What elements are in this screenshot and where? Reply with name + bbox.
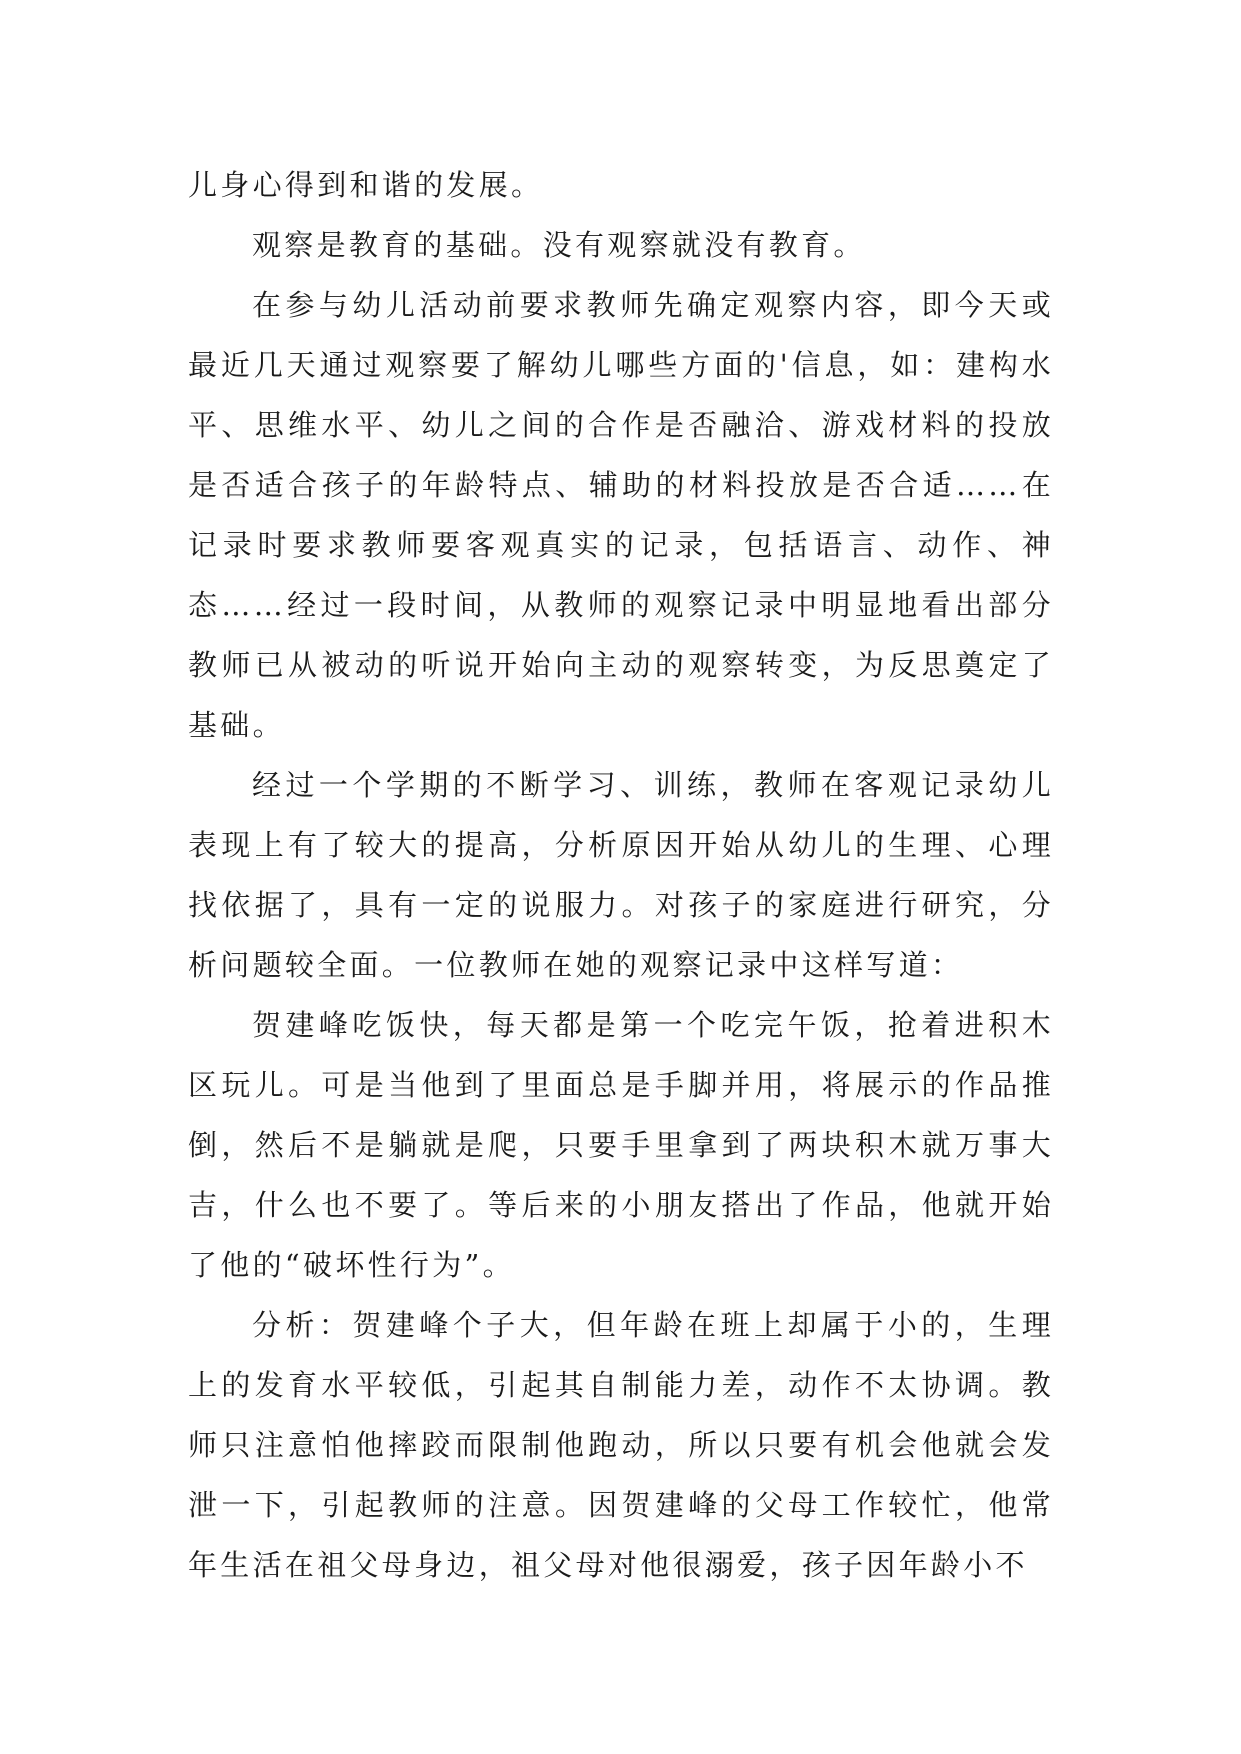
- paragraph-case-record: 贺建峰吃饭快，每天都是第一个吃完午饭，抢着进积木区玩儿。可是当他到了里面总是手脚并用，将展示的作品推倒，然后不是躺就是爬，只要手里拿到了两块积木就万事大吉，什么也不要了。等后来的小朋友搭出了作品，他就开始了他的“破坏性行为”。: [188, 1008, 1054, 1282]
- paragraph-case-analysis: 分析：贺建峰个子大，但年龄在班上却属于小的，生理上的发育水平较低，引起其自制能力差，动作不太协调。教师只注意怕他摔跤而限制他跑动，所以只要有机会他就会发泄一下，引起教师的注意。因贺建峰的父母工作较忙，他常年生活在祖父母身边，祖父母对他很溺爱，孩子因年龄小不: [188, 1308, 1054, 1582]
- paragraph-continuation: 儿身心得到和谐的发展。: [188, 168, 544, 202]
- paragraph-observation-content: 在参与幼儿活动前要求教师先确定观察内容，即今天或最近几天通过观察要了解幼儿哪些方面的'信息，如：建构水平、思维水平、幼儿之间的合作是否融洽、游戏材料的投放是否适合孩子的年龄特点、辅助的材料投放是否合适……在记录时要求教师要客观真实的记录，包括语言、动作、神态……经过一段时间，从教师的观察记录中明显地看出部分教师已从被动的听说开始向主动的观察转变，为反思奠定了基础。: [188, 288, 1054, 742]
- document-body: [188, 155, 1054, 1595]
- paragraph-semester-progress: 经过一个学期的不断学习、训练，教师在客观记录幼儿表现上有了较大的提高，分析原因开始从幼儿的生理、心理找依据了，具有一定的说服力。对孩子的家庭进行研究，分析问题较全面。一位教师在她的观察记录中这样写道：: [188, 768, 1054, 982]
- paragraph-observation-basis: 观察是教育的基础。没有观察就没有教育。: [252, 228, 866, 262]
